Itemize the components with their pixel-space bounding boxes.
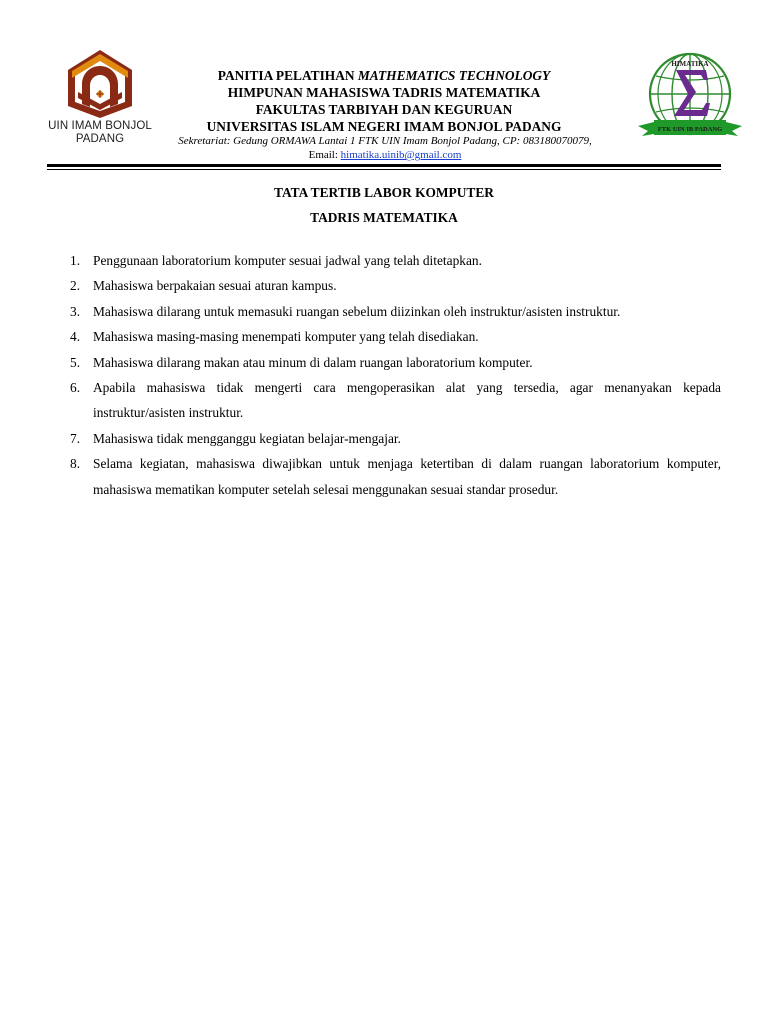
letterhead-text [150,67,618,135]
document-subtitle: TADRIS MATEMATIKA [310,210,458,225]
uin-logo-line1: UIN IMAM BONJOL [48,120,152,132]
list-item [64,248,721,273]
uin-logo [46,48,154,148]
list-item-text: Mahasiswa masing-masing menempati komputer yang telah disediakan. [93,329,479,345]
list-item [64,451,721,502]
list-item [64,426,721,451]
list-item-text: Apabila mahasiswa tidak mengerti cara mengoperasikan alat yang tersedia, agar menanyakan kepada instruktur/asisten instruktur. [93,380,721,421]
list-item-text: Mahasiswa berpakaian sesuai aturan kampus. [93,278,337,294]
list-item-number: 2. [70,278,81,294]
letterhead-line-1-prefix: PANITIA PELATIHAN [217,68,358,83]
uin-emblem-icon [60,48,140,120]
list-item-number: 8. [70,456,81,472]
secretariat-address: Sekretariat: Gedung ORMAWA Lantai 1 FTK UIN Imam Bonjol Padang, CP: 083180070079, [178,135,592,147]
list-item-number: 4. [70,329,81,345]
letterhead-line-1-italic: MATHEMATICS TECHNOLOGY [357,68,551,83]
letterhead-line-2: HIMPUNAN MAHASISWA TADRIS MATEMATIKA [227,85,541,100]
himatika-banner-text: FTK UIN IB PADANG [657,126,723,133]
list-item-number: 7. [70,430,81,446]
letterhead-line-4: UNIVERSITAS ISLAM NEGERI IMAM BONJOL PADANG [206,119,562,134]
himatika-logo [636,50,744,150]
letterhead-line-1 [150,67,618,84]
himatika-arc-text: HIMATIKA [671,60,709,68]
email-line [140,148,630,162]
list-item [64,273,721,298]
letterhead-line-3: FAKULTAS TARBIYAH DAN KEGURUAN [255,102,513,117]
rules-list [64,248,721,502]
document-title: TATA TERTIB LABOR KOMPUTER [274,185,494,200]
list-item [64,350,721,375]
list-item-number: 1. [70,253,81,268]
list-item [64,324,721,349]
list-item-text: Mahasiswa tidak mengganggu kegiatan belajar-mengajar. [93,430,401,446]
list-item-number: 3. [70,303,81,319]
header-divider-thick [47,164,721,167]
list-item [64,299,721,324]
list-item-text: Penggunaan laboratorium komputer sesuai jadwal yang telah ditetapkan. [93,253,482,268]
uin-logo-line2: PADANG [75,133,125,145]
list-item-text: Mahasiswa dilarang makan atau minum di dalam ruangan laboratorium komputer. [93,354,533,370]
list-item-text: Selama kegiatan, mahasiswa diwajibkan untuk menjaga ketertiban di dalam ruangan laboratorium komputer, mahasiswa mematikan komputer setelah selesai menggunakan sesuai standar prosedur. [93,456,721,497]
list-item-number: 6. [70,380,81,396]
list-item-number: 5. [70,354,81,370]
list-item-text: Mahasiswa dilarang untuk memasuki ruangan sebelum diizinkan oleh instruktur/asisten instruktur. [93,303,621,319]
himatika-globe-icon [636,50,744,150]
header-divider-thin [47,169,721,170]
email-link[interactable]: himatika.uinib@gmail.com [340,149,462,161]
list-item [64,375,721,426]
email-label: Email: [308,149,341,161]
